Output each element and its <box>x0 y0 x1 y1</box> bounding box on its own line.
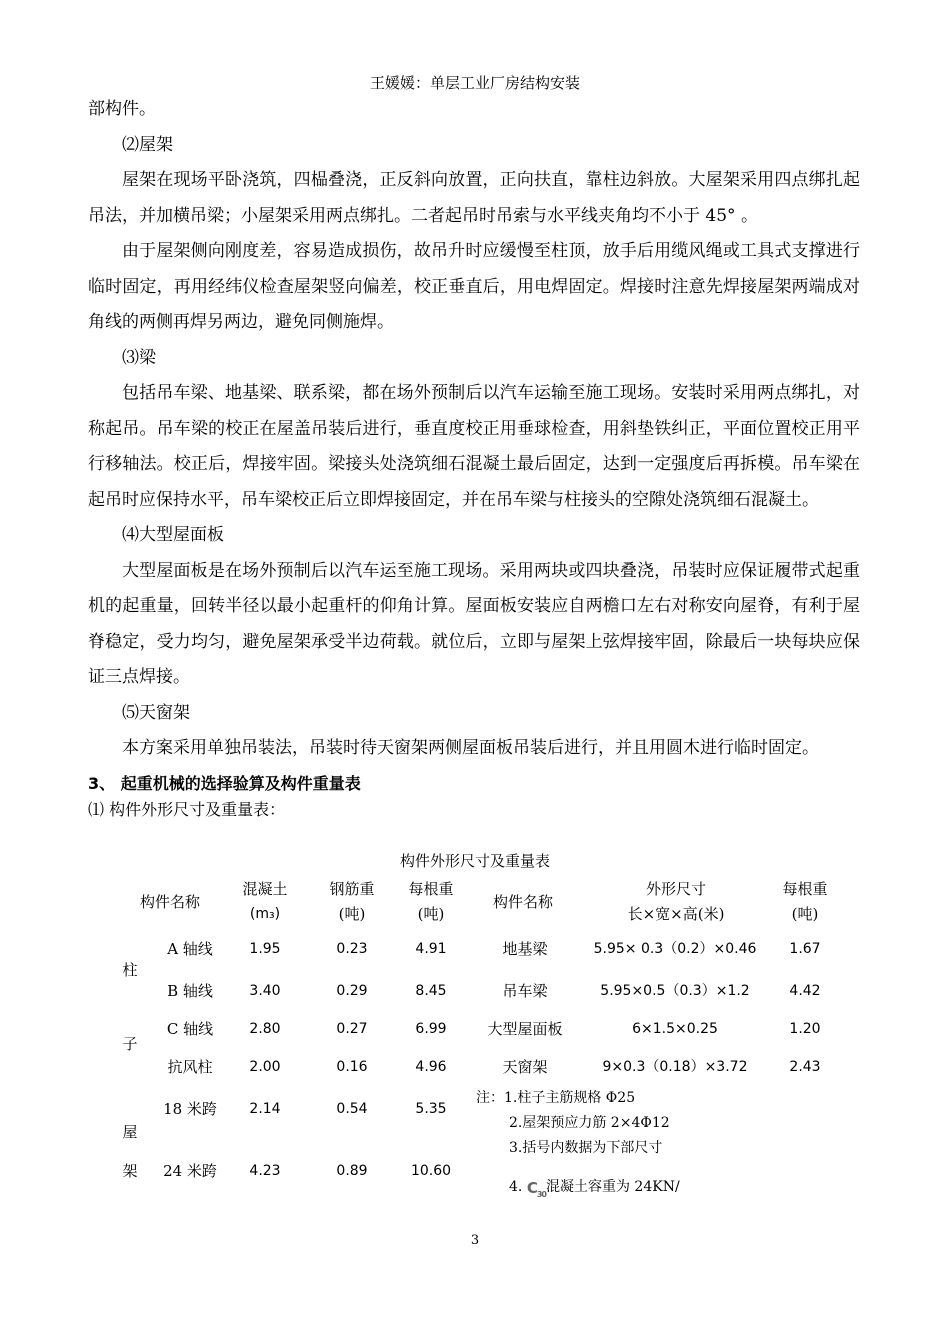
page-number: 3 <box>470 1233 480 1248</box>
header-concrete-unit: (m₃) <box>249 906 281 922</box>
table-cell-steel: 0.16 <box>336 1059 368 1075</box>
table-cell-weight: 5.35 <box>415 1101 447 1117</box>
paragraph-roof-panel: 大型屋面板是在场外预制后以汽车运至施工现场。采用两块或四块叠浇，吊装时应保证履带式起重机的起重量，回转半径以最小起重杆的仰角计算。屋面板安装应自两檐口左右对称安向屋脊，有利于屋脊稳定，受力均匀，避免屋架承受半边荷载。就位后，立即与屋架上弦焊接牢固，除最后一块每块应保证三点焊接。 <box>88 560 860 687</box>
table-cell-name-right: 地基梁 <box>502 940 548 958</box>
subheading-roof-panel: ⑷大型屋面板 <box>122 525 224 545</box>
header-weight-left: 每根重 <box>408 880 454 898</box>
paragraph-beam: 包括吊车梁、地基梁、联系梁，都在场外预制后以汽车运输至施工现场。安装时采用两点绑扎，对称起吊。吊车梁的校正在屋盖吊装后进行，垂直度校正用垂球检查，用斜垫铁纠正，平面位置校正用平行移轴法。校正后，焊接牢固。梁接头处浇筑细石混凝土最后固定，达到一定强度后再拆模。吊车梁在起吊时应保持水平，吊车梁校正后立即焊接固定，并在吊车梁与柱接头的空隙处浇筑细石混凝土。 <box>88 383 860 510</box>
table-cell-size: 5.95×0.5（0.3）×1.2 <box>600 983 750 999</box>
concrete-grade-symbol: $C_{30}$ <box>526 1179 546 1199</box>
paragraph-roof-truss-2: 由于屋架侧向刚度差，容易造成损伤，故吊升时应缓慢至柱顶，放手后用缆风绳或工具式支撑进行临时固定，再用经纬仪检查屋架竖向偏差，校正垂直后，用电焊固定。焊接时注意先焊接屋架两端成对角线的两侧再焊另两边，避免同侧施焊。 <box>88 241 860 332</box>
table-cell-name-right: 吊车梁 <box>502 982 548 1000</box>
paragraph-skylight-frame: 本方案采用单独吊装法，吊装时待天窗架两侧屋面板吊装后进行，并且用圆木进行临时固定。 <box>122 738 819 758</box>
table-cell-name: C 轴线 <box>166 1020 214 1038</box>
body-text <box>88 92 860 823</box>
group-label-truss: 屋 <box>122 1123 138 1141</box>
note-line: 注：1.柱子主筋规格 Φ25 <box>476 1090 636 1106</box>
group-label-column: 柱 <box>122 961 138 979</box>
table-cell-steel: 0.54 <box>336 1101 368 1117</box>
table-cell-name: B 轴线 <box>167 982 213 1000</box>
table-cell-name-right: 天窗架 <box>502 1058 548 1076</box>
header-size-unit: 长×宽×高(米) <box>627 905 725 923</box>
table-cell-concrete: 2.00 <box>249 1059 281 1075</box>
table-caption: 构件外形尺寸及重量表 <box>399 852 550 870</box>
header-concrete: 混凝土 <box>242 880 288 898</box>
subheading-roof-truss: ⑵屋架 <box>122 134 173 155</box>
header-weight-right-unit: (吨) <box>791 905 819 923</box>
table-cell-weight-right: 1.20 <box>789 1021 821 1037</box>
section-subtitle: ⑴ 构件外形尺寸及重量表： <box>88 799 286 819</box>
table-cell-size: 5.95× 0.3（0.2）×0.46 <box>593 941 757 957</box>
table-cell-concrete: 4.23 <box>249 1163 281 1179</box>
paragraph-continuation: 部构件。 <box>88 99 156 119</box>
subheading-beam: ⑶梁 <box>122 347 156 368</box>
header-size: 外形尺寸 <box>645 880 706 898</box>
section-title: 3、 起重机械的选择验算及构件重量表 <box>88 773 361 793</box>
table-cell-concrete: 2.80 <box>249 1021 281 1037</box>
table-cell-name: 24 米跨 <box>163 1162 217 1180</box>
table-cell-size: 9×0.3（0.18）×3.72 <box>602 1059 748 1075</box>
table-cell-weight: 10.60 <box>410 1163 452 1179</box>
table-cell-name: 抗风柱 <box>167 1058 213 1076</box>
table-cell-steel: 0.29 <box>336 983 368 999</box>
header-weight-left-unit: (吨) <box>417 905 445 923</box>
table-cell-weight: 8.45 <box>415 983 447 999</box>
note-4-text: 混凝土容重为 24KN/ <box>545 1179 680 1195</box>
note-4-prefix: 4. <box>509 1179 523 1195</box>
table-cell-concrete: 1.95 <box>249 941 281 957</box>
group-label-column: 子 <box>122 1035 138 1053</box>
table-cell-concrete: 3.40 <box>249 983 281 999</box>
table-cell-weight: 6.99 <box>415 1021 447 1037</box>
table-cell-weight: 4.96 <box>415 1059 447 1075</box>
subheading-skylight-frame: ⑸天窗架 <box>122 702 190 723</box>
table-cell-name: A 轴线 <box>167 940 213 958</box>
table-cell-weight-right: 1.67 <box>789 941 821 957</box>
header-name-left: 构件名称 <box>139 893 200 911</box>
note-line: 2.屋架预应力筋 2×4Φ12 <box>509 1115 670 1131</box>
table-cell-steel: 0.89 <box>336 1163 368 1179</box>
note-line: 3.括号内数据为下部尺寸 <box>509 1140 663 1156</box>
header-steel: 钢筋重 <box>329 880 375 898</box>
note-line-4 <box>509 1175 680 1207</box>
paragraph-roof-truss-1: 屋架在现场平卧浇筑，四榀叠浇，正反斜向放置，正向扶直，靠柱边斜放。大屋架采用四点绑扎起吊法，并加横吊梁；小屋架采用两点绑扎。二者起吊时吊索与水平线夹角均不小于 45° 。 <box>88 170 860 226</box>
table-cell-weight-right: 2.43 <box>789 1059 821 1075</box>
table-cell-steel: 0.23 <box>336 941 368 957</box>
table-cell-concrete: 2.14 <box>249 1101 281 1117</box>
table-cell-weight: 4.91 <box>415 941 447 957</box>
table-cell-name: 18 米跨 <box>163 1100 217 1118</box>
table-cell-steel: 0.27 <box>336 1021 368 1037</box>
group-label-truss: 架 <box>122 1162 138 1180</box>
page-header: 王媛媛：单层工业厂房结构安装 <box>369 74 580 92</box>
table-cell-weight-right: 4.42 <box>789 983 821 999</box>
header-name-right: 构件名称 <box>492 893 553 911</box>
table-cell-name-right: 大型屋面板 <box>487 1020 563 1038</box>
header-weight-right: 每根重 <box>782 880 828 898</box>
table-cell-size: 6×1.5×0.25 <box>632 1021 718 1037</box>
header-steel-unit: (吨) <box>338 905 366 923</box>
